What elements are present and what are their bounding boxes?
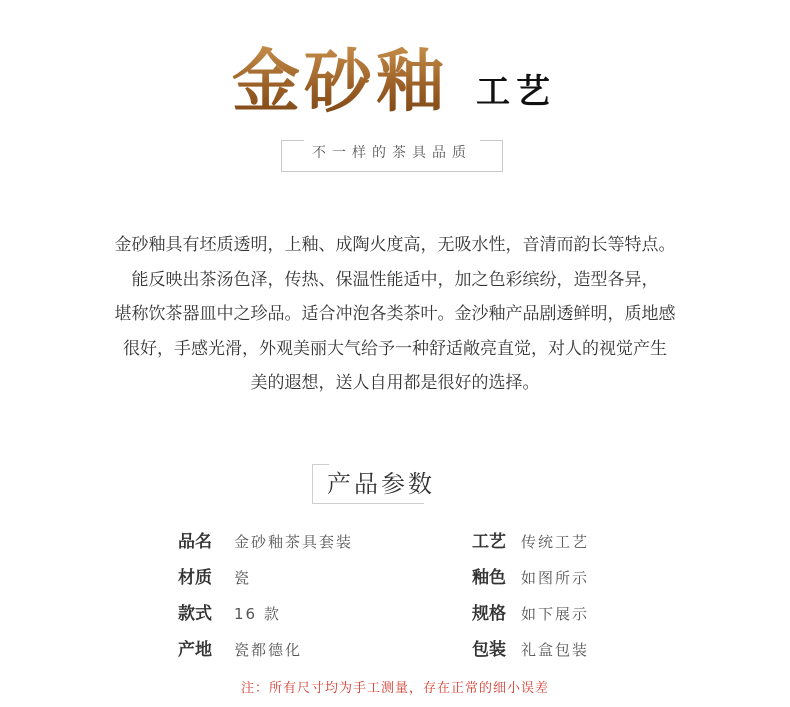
description-line: 很好，手感光滑，外观美丽大气给予一种舒适敞亮直觉，对人的视觉产生 bbox=[123, 338, 667, 359]
description bbox=[60, 228, 730, 401]
param-value: 如图所示 bbox=[521, 569, 590, 587]
param-key: 材质 bbox=[178, 568, 212, 588]
param-key: 釉色 bbox=[472, 568, 506, 588]
param-value: 金砂釉茶具套装 bbox=[234, 533, 354, 551]
params-row bbox=[0, 638, 790, 662]
title-block bbox=[0, 28, 790, 128]
params-row bbox=[0, 602, 790, 626]
slogan-box bbox=[281, 140, 503, 172]
params-heading: 产品参数 bbox=[327, 470, 435, 498]
params-row bbox=[0, 530, 790, 554]
params-row bbox=[0, 566, 790, 590]
description-line: 堪称饮茶器皿中之珍品。适合冲泡各类茶叶。金沙釉产品剧透鲜明，质地感 bbox=[114, 304, 676, 324]
measurement-note: 注：所有尺寸均为手工测量，存在正常的细小误差 bbox=[240, 681, 549, 696]
param-value: 瓷都德化 bbox=[234, 641, 303, 659]
slogan-text: 不一样的茶具品质 bbox=[312, 145, 472, 161]
page-title: 金砂釉 bbox=[232, 42, 449, 122]
description-line: 能反映出茶汤色泽，传热、保温性能适中，加之色彩缤纷，造型各异， bbox=[131, 269, 659, 290]
page-subtitle: 工艺 bbox=[476, 72, 556, 112]
param-key: 包装 bbox=[472, 640, 506, 660]
param-key: 规格 bbox=[472, 604, 506, 624]
params-heading-box bbox=[312, 464, 444, 504]
description-line: 金砂釉具有坯质透明，上釉、成陶火度高，无吸水性，音清而韵长等特点。 bbox=[114, 235, 676, 255]
description-line: 美的遐想，送人自用都是很好的选择。 bbox=[250, 373, 540, 393]
param-key: 品名 bbox=[178, 532, 212, 552]
param-value: 16 款 bbox=[234, 605, 281, 623]
param-value: 传统工艺 bbox=[521, 533, 590, 551]
param-key: 工艺 bbox=[472, 532, 506, 552]
param-key: 产地 bbox=[178, 640, 212, 660]
param-value: 如下展示 bbox=[521, 605, 590, 623]
param-value: 礼盒包装 bbox=[521, 641, 590, 659]
param-value: 瓷 bbox=[234, 569, 252, 587]
param-key: 款式 bbox=[178, 604, 212, 624]
